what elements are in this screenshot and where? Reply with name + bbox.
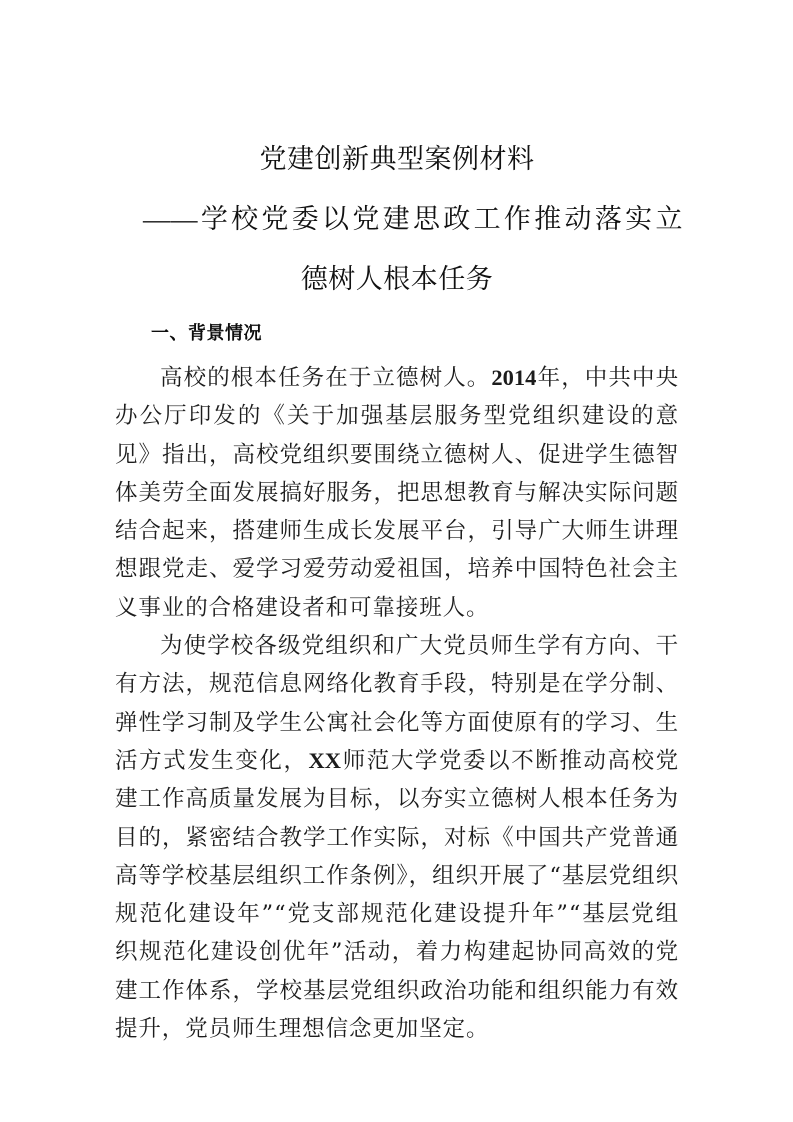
section-heading-background: 一、背景情况 [151, 323, 262, 344]
document-title-line-3: 德树人根本任务 [300, 264, 494, 294]
document-title-line-1: 党建创新典型案例材料 [259, 144, 535, 174]
latin-run: 2014 [491, 365, 537, 390]
paragraph-background-2: 为使学校各级党组织和广大党员师生学有方向、干有方法，规范信息网络化教育手段，特别是在学分制、弹性学习制及学生公寓社会化等方面使原有的学习、生活方式发生变化，XX师范大学党委以不断推动高校党建工作高质量发展为目标，以夯实立德树人根本任务为目的，紧密结合教学工作实际，对标《中国共产党普通高等学校基层组织工作条例》，组织开展了“基层党组织规范化建设年”“党支部规范化建设提升年”“基层党组织规范化建设创优年”活动，着力构建起协同高效的党建工作体系，学校基层党组织政治功能和组织能力有效提升，党员师生理想信念更加坚定。 [115, 633, 679, 1043]
latin-run: XX [308, 747, 342, 773]
document-title-line-2: ——学校党委以党建思政工作推动落实立 [143, 204, 683, 234]
document-content-column [115, 0, 683, 1048]
paragraph-background-1: 高校的根本任务在于立德树人。2014年，中共中央办公厅印发的《关于加强基层服务型党组织建设的意见》指出，高校党组织要围绕立德树人、促进学生德智体美劳全面发展搞好服务，把思想教育与解决实际问题结合起来，搭建师生成长发展平台，引导广大师生讲理想跟党走、爱学习爱劳动爱祖国，培养中国特色社会主义事业的合格建设者和可靠接班人。 [115, 365, 679, 621]
